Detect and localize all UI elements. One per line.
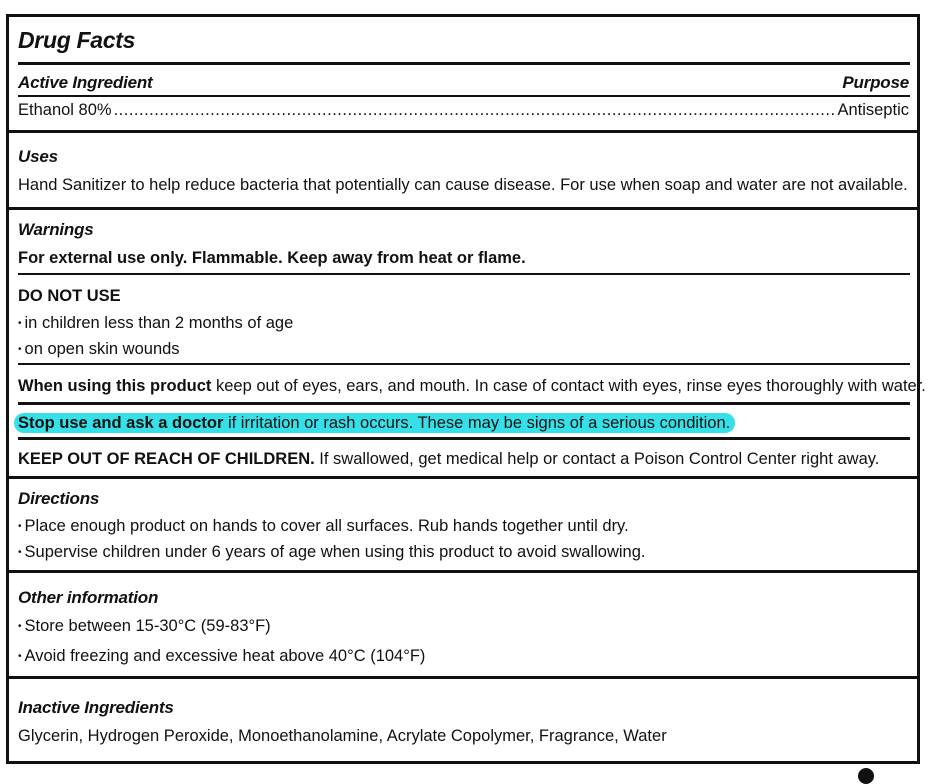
do-not-use-divider: [18, 363, 910, 365]
section-divider: [9, 476, 917, 479]
stop-use-lead: Stop use and ask a doctor: [18, 414, 224, 432]
do-not-use-item: • on open skin wounds: [18, 340, 180, 358]
active-ingredient-line: [18, 100, 909, 120]
section-divider: [9, 207, 917, 210]
other-information-item: • Avoid freezing and excessive heat above 40°C (104°F): [18, 647, 426, 665]
bullet-icon: •: [18, 344, 22, 355]
keep-out-lead: KEEP OUT OF REACH OF CHILDREN.: [18, 450, 315, 468]
active-ingredient-heading: Active Ingredient: [18, 73, 153, 92]
title-divider: [18, 62, 910, 65]
other-information-heading: Other information: [18, 588, 159, 607]
stop-use-divider: [18, 437, 910, 440]
uses-text: Hand Sanitizer to help reduce bacteria that potentially can cause disease. For use when soap and water are not available.: [18, 176, 908, 194]
when-using-lead: When using this product: [18, 377, 212, 395]
stop-use-highlight: [14, 413, 735, 433]
warnings-heading: Warnings: [18, 220, 94, 239]
inactive-ingredients-text: Glycerin, Hydrogen Peroxide, Monoethanolamine, Acrylate Copolymer, Fragrance, Water: [18, 727, 667, 745]
bullet-icon: •: [18, 318, 22, 329]
bullet-icon: •: [18, 521, 22, 532]
section-divider: [9, 570, 917, 573]
directions-item: • Place enough product on hands to cover all surfaces. Rub hands together until dry.: [18, 517, 629, 535]
keep-out-text: If swallowed, get medical help or contact a Poison Control Center right away.: [314, 450, 880, 468]
section-divider: [9, 676, 917, 679]
stop-use-line: [18, 413, 909, 433]
do-not-use-item: • in children less than 2 months of age: [18, 314, 294, 332]
drug-facts-panel: [6, 14, 926, 764]
active-ingredient-header: [18, 73, 909, 93]
when-using-line: [18, 376, 926, 396]
directions-heading: Directions: [18, 489, 100, 508]
purpose-heading: Purpose: [842, 73, 909, 92]
leader-dots: [114, 100, 836, 120]
corner-mark: [858, 768, 874, 784]
section-divider: [9, 130, 917, 133]
uses-heading: Uses: [18, 147, 58, 166]
other-information-item: • Store between 15-30°C (59-83°F): [18, 617, 271, 635]
keep-out-line: [18, 449, 909, 469]
active-ingredient-name: Ethanol 80%: [18, 101, 112, 119]
inactive-ingredients-heading: Inactive Ingredients: [18, 698, 174, 717]
directions-item: • Supervise children under 6 years of age when using this product to avoid swallowing.: [18, 543, 646, 561]
bullet-icon: •: [18, 651, 22, 662]
warnings-text: For external use only. Flammable. Keep away from heat or flame.: [18, 249, 526, 267]
bullet-icon: •: [18, 621, 22, 632]
when-using-text: keep out of eyes, ears, and mouth. In case of contact with eyes, rinse eyes thoroughly with water.: [211, 377, 926, 395]
bullet-icon: •: [18, 547, 22, 558]
active-ingredient-purpose: Antiseptic: [837, 101, 909, 119]
do-not-use-heading: DO NOT USE: [18, 287, 121, 305]
stop-use-text: if irritation or rash occurs. These may be signs of a serious condition.: [223, 414, 731, 432]
when-using-divider: [18, 402, 910, 405]
active-header-divider: [18, 95, 910, 97]
drug-facts-title: Drug Facts: [18, 27, 136, 53]
warnings-divider: [18, 273, 910, 275]
